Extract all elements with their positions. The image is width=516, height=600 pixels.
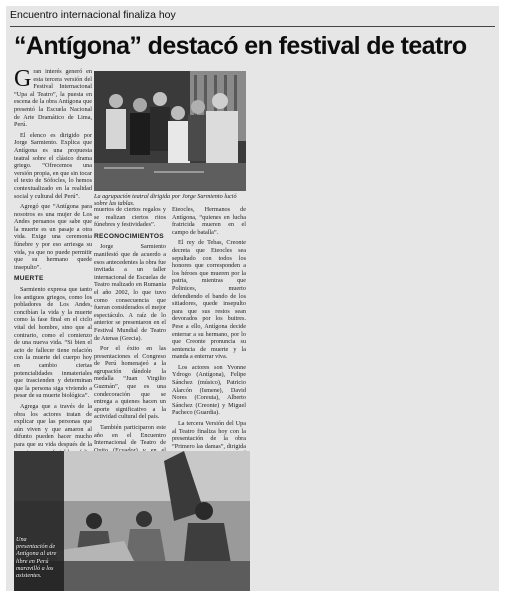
group-photo — [94, 71, 246, 191]
column-2 — [94, 206, 166, 491]
col1-p2: El elenco es dirigido por Jorge Sarmiento. Explica que Antígona es una propuesta teatral sobre el clásico drama griego. “Ofrecemos una versión propia, en que sin tocar el texto de Sófocles, lo hemos contextualizado en la realidad social y cultural del Perú”. — [14, 131, 92, 200]
col3-p4: La tercera Versión del Upa al Teatro finaliza hoy con la presentación de la obra “Primero las damas”, dirigida — [172, 420, 246, 450]
subhead-muerte: MUERTE — [14, 275, 44, 283]
kicker: Encuentro internacional finaliza hoy — [10, 9, 176, 21]
col1-p5: Agrega que a través de la obra los actores tratan de explicar que las personas que aún viven y que amaron al difunto pueden hacer mucho para que su vida después de la — [14, 402, 92, 448]
col1-p4: Sarmiento expresa que tanto los antiguos griegos, como los pobladores de Los Andes, concibían la vida y la muerte como la fase final en el ciclo vital del hombre, sino que al contrario, como el comienzo de una nueva vida. “Si bien el acto de fallecer tiene relación con la muerte del cuerpo hoy en cambio ciertas potencialidades inmateriales que trascienden y determinan que la persona siga viviendo a pesar de su muerte biológica”. — [14, 286, 92, 400]
col3-p3: Los actores son Yvonne Ydrogo (Antígona), Felipe Sánchez (músico), Patricio Alarcón (Ismene), David Nores (Coreuta), Alberto Sánchez (Creonte) y Miguel Pacheco (Guardia). — [172, 363, 246, 417]
group-photo-image — [94, 71, 246, 191]
col2-p2: Jorge Sarmiento manifestó que de acuerdo a esos antecedentes la obra fue invitada a un taller internacional de Escuelas de Teatro realizado en Rumania el año 2002, lo que tuvo como consecuencia que fueran considerados el mejor espectáculo. A raíz de lo anterior se presentaron en el Festival Mundial de Teatro de Atenas (Grecia). — [94, 243, 166, 342]
subhead-reconocimientos: RECONOCIMIENTOS — [94, 232, 164, 240]
col1-p3: Agregó que “Antígona para nosotros es una mujer de Los Andes peruanos que sabe que la muerte es un pasaje a otra vida. Exige una ceremonia fúnebre y por eso arriesga su vida, ya que no puede permitir que su hermano quede insepulto”. — [14, 203, 92, 271]
col2-p4: También participaron este año en el Encuentro Internacional de Teatro de — [94, 424, 166, 447]
column-1 — [14, 68, 92, 482]
col3-p2: El rey de Tebas, Creonte decreta que Eteocles sea sepultado con todos los honores que corresponden a los héroes que mueren por la patria, mientras que Polinices, muerto defendiendo el bando de los sitiadores, quede insepulto para que sus restos sean devorados por los buitres. Pese a ello, Antígona decide enterrar a su hermano, por lo que Creonte pronuncia su sentencia de muerte y la manda a enterrar viva. — [172, 239, 246, 361]
col2-p1: muertos de ciertos regalos y se realizan ciertos ritos fúnebres y festividades”. — [94, 206, 166, 229]
newspaper-clipping — [6, 6, 499, 591]
col1-intro: ran interés generó en esta tercera versión del Festival Internacional “Upa al Teatro”, la puesta en escena de la obra Antígona que presentó la Escuela Nacional de Arte Dramático de Lima, Perú. — [14, 68, 92, 129]
headline: “Antígona” destacó en festival de teatro — [14, 32, 467, 60]
inset-caption: Una presentación de Antígona al aire libre en Perú maravilló a los asistentes. — [16, 536, 57, 580]
header-rule — [10, 26, 495, 27]
dropcap: G — [14, 66, 32, 92]
col3-p1: Eteocles, Hermanos de Antígona, “quienes en lucha fratricida mueren en el campo de batalla”. — [172, 206, 246, 236]
col2-p3: Por el éxito en las presentaciones el Congreso de Perú homenajeó a la agrupación dándole la medalla “Juan Virgilio Guzmán”, que es una condecoración que se entrega a quienes hacen un aporte significativo a la actividad cultural del país. — [94, 345, 166, 421]
photo-caption: La agrupación teatral dirigida por Jorge Sarmiento lució sobre las tablas. — [94, 193, 237, 208]
